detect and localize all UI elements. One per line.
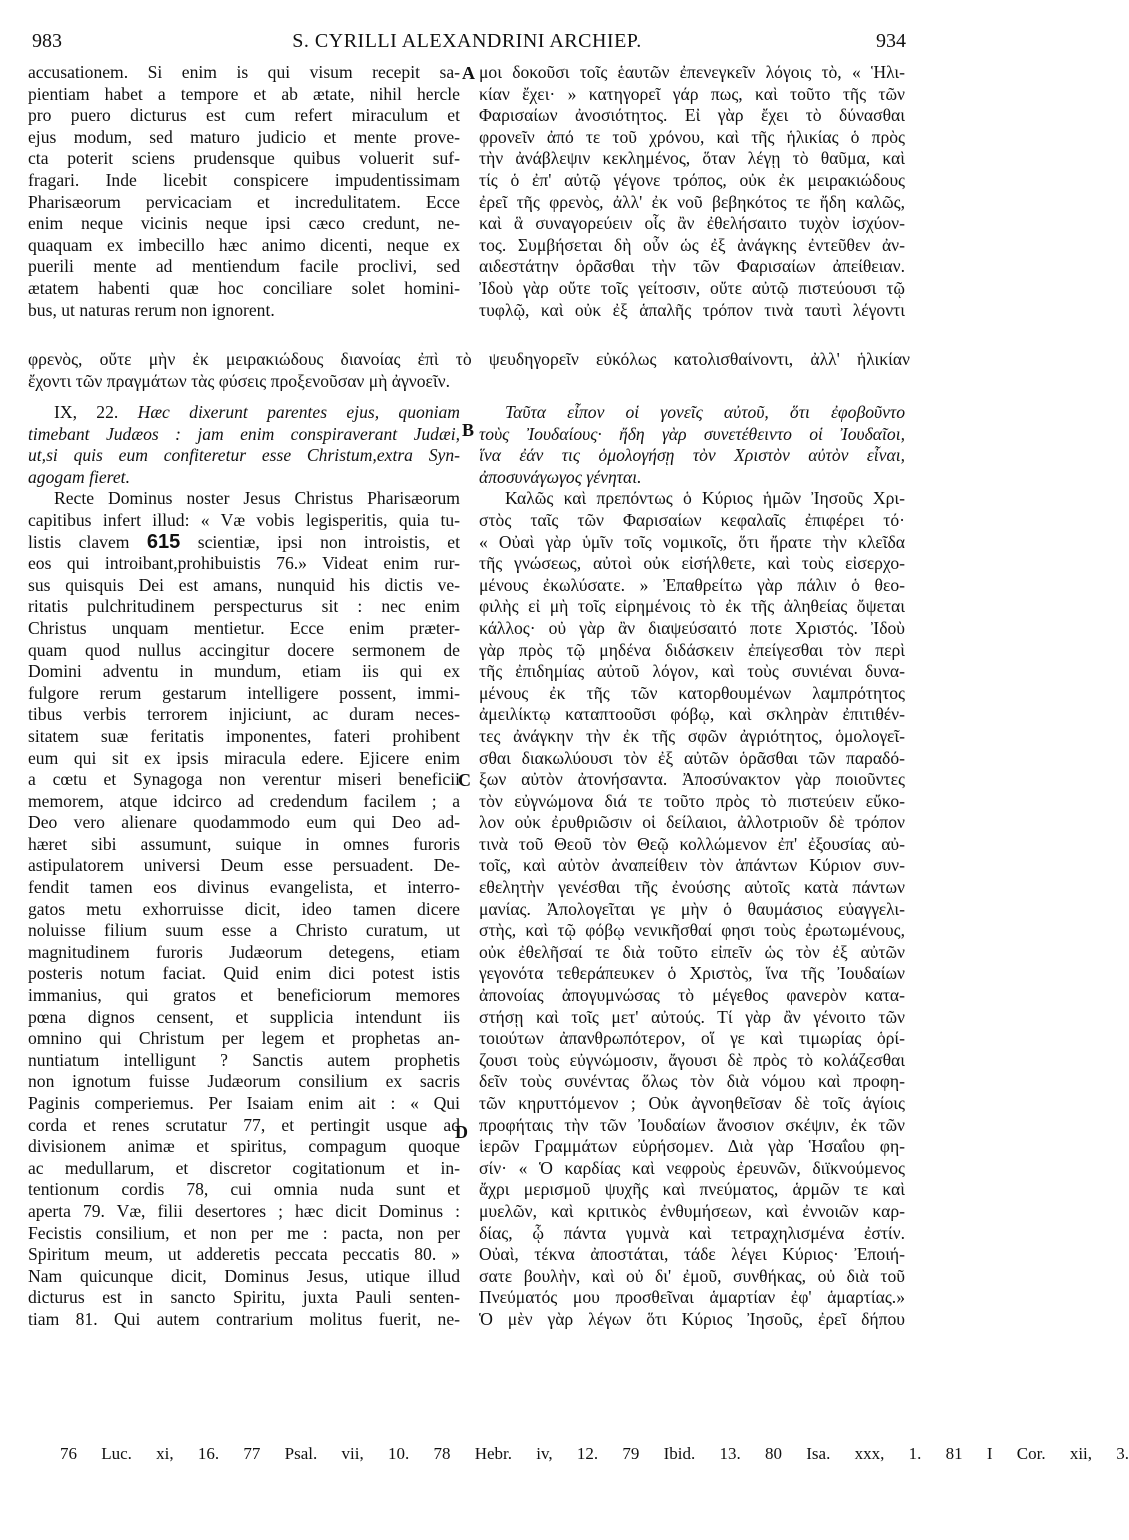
text-line: tiam 81. Qui autem contrarium molitus fuerit, ne- [28,1308,460,1329]
section-heading-line [28,402,460,424]
text-line: capitibus infert illud: « Væ vobis legisperitis, quia tu- [28,509,460,530]
text-line: δεῖν τοὺς συνέντας ὅλως τὸν διὰ νόμου καὶ προφη- [479,1071,905,1092]
text-line: στὸς ταῖς τῶν Φαρισαίων κεφαλαῖς ἐπιφέρει τό· [479,509,905,530]
text-line [28,1395,460,1417]
text-line: ἐρεῖ τῆς φρενὸς, ἀλλ' ἐκ νοῦ βεβηκότος τε ἤδη καλῶς, [479,191,905,212]
heading-line: ἀποσυνάγωγος γένηται. [479,466,642,487]
heading-line: ἵνα ἐάν τις ὁμολογήσῃ τὸν Χριστὸν αὐτὸν εἶναι, [479,445,905,466]
text-line: quaquam ex imbecillo hæc animo dicenti, neque ex [28,234,460,255]
latin-column-main [28,402,460,1439]
text-line: puerili mente ad mentiendum facile proclivi, sed [28,256,460,277]
footnote: 77 Psal. vii, 10. [243,1444,410,1463]
text-line: ἀμειλίκτῳ καταπτοοῦσι φόβῳ, καὶ σκληρὰν ἐπιτιθέν- [479,704,905,725]
text-line: προφήταις τὴν τῶν Ἰουδαίων ἄνοσιον σκέψιν, ἐκ τῶν [479,1114,905,1135]
text-line: ἔχοντι τῶν πραγμάτων τὰς φύσεις προξενοῦσαν μὴ ἀγνοεῖν. [28,370,451,391]
heading-text: Hæc dixerunt parentes ejus, quoniam [137,402,461,422]
margin-letter-a: A [462,63,475,83]
text-line: Καλῶς καὶ πρεπόντως ὁ Κύριος ἡμῶν Ἰησοῦς Χρι- [505,488,905,509]
text-line: pientiam habet a tempore et ab ætate, nihil hercle [28,83,460,104]
text-line: φρονεῖν ἀπό τε τοῦ χρόνου, καὶ τῆς ἡλικίας ὁ πρὸς [479,126,905,147]
running-title: S. CYRILLI ALEXANDRINI ARCHIEP. [292,30,642,52]
text-line: divisionem animæ et spiritus, compagum quoque [28,1136,460,1157]
text-line: καὶ ἃ συναγορεύειν οἷς ἂν ἐθελήσαιτο τυχὸν ἰσχύον- [479,213,905,234]
text-line: Ὁ μὲν γὰρ λέγων ὅτι Κύριος Ἰησοῦς, ἐρεῖ δήπου [479,1308,905,1329]
text-line: aperta 79. Væ, filii desertores ; hæc dicit Dominus : [28,1200,460,1221]
text-line: ac medullarum, et discretor cogitationum et in- [28,1157,460,1178]
text-line: τες ἀνάγκην τὴν ἐκ τῆς σφῶν ἀγριότητος, ὁμολογεῖ- [479,725,905,746]
text-line: κίαν ἔχει· » κατηγορεῖ γάρ πως, καὶ τοῦτο τῆς τῶν [479,83,905,104]
text-line: οὐκ ἐθελῆσαί τε διὰ τοῦτο εἰπεῖν ὡς τὸν ἐξ αὐτῶν [479,941,905,962]
latin-column-top [28,62,460,321]
text-line [28,1374,460,1396]
footnote: 80 Isa. xxx, 1. [765,1444,922,1463]
margin-letter-d: D [455,1122,468,1142]
text-line: μοι δοκοῦσι τοῖς ἑαυτῶν ἐπενεγκεῖν λόγοις τὸ, « Ἡλι- [479,62,905,82]
text-line: τῆς γνώσεως, αὐτοὶ οὐκ εἰσήλθετε, καὶ τοὺς εἰσερχο- [479,553,905,574]
text-line: τῶν κηρυττόμενον ; Οὐκ ἀγνοηθεῖσαν δὲ τοῖς ἁγίοις [479,1093,905,1113]
text-line: omnino qui Christum per legem et prophetas an- [28,1028,460,1049]
text-line: fendit tamen eos divinus evangelista, et interro- [28,877,460,898]
text-line: a cœtu et Synagoga non verentur miseri beneficii [28,769,460,790]
text-line: fulgore rerum gestarum intelligere possent, immi- [28,682,460,703]
text-line: Domini adventu in mundum, etiam iis qui ex [28,661,460,682]
heading-line: timebant Judæos : jam enim conspiraverant Judæi, [28,423,460,444]
text-line: ζουσι τοὺς εὐγνώμοσιν, ἄγουσι δὲ πρὸς τὸ κολάζεσθαι [479,1049,905,1070]
text-line: ritatis pulchritudinem perspecturus sit : nec enim [28,596,460,617]
heading-line: Ταῦτα εἶπον οἱ γονεῖς αὐτοῦ, ὅτι ἐφοβοῦντο [505,402,905,422]
text-line: « Οὐαὶ γὰρ ὑμῖν τοῖς νομικοῖς, ὅτι ἤρατε τὴν κλεῖδα [479,531,905,552]
text-line: σθαι διακωλύουσι τὸν ἐξ αὐτῶν ὁρᾶσθαι τῶν παραδό- [479,747,905,768]
heading-line: agogam fieret. [28,466,130,487]
text-line: corda et renes scrutatur 77, et pertingit usque ad [28,1114,460,1135]
margin-letter-c: C [458,770,471,790]
text-line: Recte Dominus noster Jesus Christus Pharisæorum [54,488,460,509]
text-line: Deo vero alienare quodammodo eum qui Deo ad- [28,812,460,833]
text-line: μυελῶν, καὶ κριτικὸς ἐνθυμήσεων, καὶ ἐννοιῶν καρ- [479,1200,905,1221]
text-line: nuntiatum intelligunt ? Sanctis autem prophetis [28,1049,460,1070]
text-line: bus, ut naturas rerum non ignorent. [28,299,275,320]
text-line: φρενὸς, οὔτε μὴν ἐκ μειρακιώδους διανοίας ἐπὶ τὸ ψευδηγορεῖν εὐκόλως κατολισθαίνοντι, ἀλλ' ἡλικίαν [28,349,910,369]
text-line: eos qui introibant,prohibuistis 76.» Videat enim rur- [28,553,460,574]
text-line: σατε βουλὴν, καὶ οὐ δι' ἐμοῦ, συνθήκας, οὐ διὰ τοῦ [479,1265,905,1286]
footnote: 81 I Cor. xii, 3. [945,1444,1129,1463]
text-line: ἀπονοίας ἀπογυμνώσας τὸ μέγεθος φανερὸν κατα- [479,985,905,1006]
text-line: τυφλῷ, καὶ οὐκ ἐξ ἁπαλῆς τρόπον τινὰ ταυτὶ λέγοντι [479,299,905,320]
section-number: IX, 22. [54,402,119,422]
footnote: 78 Hebr. iv, 12. [433,1444,599,1463]
text-line: Πνεύματός μου προσθεῖναι ἁμαρτίαν ἐφ' ἁμαρτίας.» [479,1287,905,1308]
text-line: εθελητὴν γενέσθαι τῆς ἐνούσης αὐτοῖς κατὰ πάντων [479,877,905,898]
text-line: Fecistis consilium, et non per me : pacta, non per [28,1222,460,1243]
text-line: fragari. Inde licebit conspicere impudentissimam [28,169,460,190]
page-header [0,30,934,60]
text-line: σίν· « Ὁ καρδίας καὶ νεφροὺς ἐρευνῶν, διϊκνούμενος [479,1157,905,1178]
text-line: μένους ἐκ τῆς τῶν κατορθουμένων λαμπρότητος [479,682,905,703]
text-line: τὸν εὐγνώμονα διά τε τοῦτο πρὸς τὸ πιστεύειν εὔκο- [479,790,905,811]
footnote: 79 Ibid. 13. [622,1444,741,1463]
text-line: γεγονότα τεθεράπευκεν ὁ Χριστὸς, ἵνα τῆς Ἰουδαίων [479,963,905,984]
text-line: enim neque vicinis neque ipsi cæco credunt, ne- [28,213,460,234]
text-line: gatos metu exhorruisse dicit, ideo tamen dicere [28,898,460,919]
text-line: ætatem habenti quæ hoc conciliare solet homini- [28,277,460,298]
text-line: κάλλος· οὐ γὰρ ἂν διαψεύσαιτό ποτε Χριστός. Ἰδοὺ [479,617,905,638]
text-line: Christus unquam mentietur. Ecce enim præter- [28,617,460,638]
text-line: quam quod nullus accingitur docere sermonem de [28,639,460,660]
text-line: ἄχρι μερισμοῦ ψυχῆς καὶ πνεύματος, ἁρμῶν τε καὶ [479,1179,905,1200]
text-line [28,1331,460,1353]
text-line: γὰρ πρὸς τῷ μηδένα διδάσκειν ἐπείγεσθαι τὸν περὶ [479,639,905,660]
footnotes [60,1444,1129,1464]
text-line: ἱερῶν Γραμμάτων εὑρήσομεν. Διὰ γὰρ Ἡσαΐου φη- [479,1136,905,1157]
text-line: noluisse filium suum esse a Christo curatum, ut [28,920,460,941]
text-line [28,1417,460,1439]
heading-line: τοὺς Ἰουδαίους· ἤδη γὰρ συνετέθειντο οἱ Ἰουδαῖοι, [479,423,905,444]
text-line [28,1352,460,1374]
text-line: τῆς ἐπιδημίας αὐτοῦ λόγον, καὶ τοὺς συνιέναι δυνα- [479,661,905,682]
text-line: tibus verbis terrorem injiciunt, ac duram neces- [28,704,460,725]
greek-column-top [479,62,905,321]
text-line: ejus modum, sed maturo judicio et mente prove- [28,126,460,147]
text-line: posteris notum faciat. Quid enim dici potest istis [28,963,460,984]
text-line: Spiritum meum, ut adderetis peccata peccatis 80. » [28,1244,460,1265]
text-line: astipulatorem universi Deum esse persuadent. De- [28,855,460,876]
text-line: immanius, qui gratos et beneficiorum memores [28,985,460,1006]
text-line: memorem, atque idcirco ad credendum facilem ; a [28,790,460,811]
text-line: αιδεστάτην ὁρᾶσθαι τὴν τῶν Φαρισαίων ἀπείθειαν. [479,256,905,277]
text-line: στήσῃ καὶ τοῖς μετ' αὐτούς. Τί γὰρ ἂν γένοιτο τῶν [479,1006,905,1027]
text-line: τινὰ τοῦ Θεοῦ τὸν Θεῷ κολλώμενον ἐπ' ἐξουσίας αὐ- [479,833,905,854]
text-line: accusationem. Si enim is qui visum recepit sa- [28,62,460,82]
text-line: μένους ἐκωλύσατε. » Ἐπαθρείτω γὰρ πάλιν ὁ θεο- [479,574,905,595]
text-line: sus quisquis Dei est amans, nunquid his dictis ve- [28,574,460,595]
text-line: τὴν ἀνάβλεψιν κεκλημένος, ὅταν λέγῃ τὸ θαῦμα, καὶ [479,148,905,169]
text-line: Nam quicunque dicit, Dominus Jesus, utique illud [28,1265,460,1286]
text-line: Pharisæorum pervicaciam et incredulitatem. Ecce [28,191,460,212]
greek-column-main [479,402,905,1331]
text-line: Paginis comperiemus. Per Isaiam enim ait : « Qui [28,1093,460,1113]
text-line: Ἰδοὺ γὰρ οὔτε τοῖς γείτοσιν, οὔτε αὐτῷ πιστεύουσι τῷ [479,277,905,298]
page-number-left: 983 [32,30,62,52]
text-line: eum qui sit ex ipsis miracula edere. Ejicere enim [28,747,460,768]
text-line: hæret sibi assumunt, suique in omnes furoris [28,833,460,854]
footnote: 76 Luc. xi, 16. [60,1444,220,1463]
text-line: Φαρισαίων ἀνοσιότητος. Εἰ γὰρ ἔχει τὸ δύνασθαι [479,105,905,126]
text-line: λον οὐκ ἐρυθριῶσιν οἱ δείλαιοι, ἀλλοτριοῦν δὲ τρόπον [479,812,905,833]
text-line: sitatem suæ feritatis imponentes, fateri prohibent [28,725,460,746]
text-line: magnitudinem furoris Judæorum detegens, etiam [28,941,460,962]
text-line: cta poterit sciens prudensque quibus voluerit suf- [28,148,460,169]
margin-letter-b: B [462,420,475,440]
text-line: τίς ὁ ἐπ' αὐτῷ γέγονε τρόπος, οὐκ ἐκ μειρακιώδους [479,169,905,190]
text-line: τοῖς, καὶ αὐτὸν ἀναπείθειν τὸν ἁπάντων Κύριον συν- [479,855,905,876]
edition-page-number: 615 [146,530,181,553]
text-line: δίας, ᾧ πάντα γυμνὰ καὶ τετραχηλισμένα ἐστίν. [479,1222,905,1243]
heading-line: ut,si quis eum confiteretur esse Christum,extra Syn- [28,445,460,466]
text-line: dicturus est in sancto Spiritu, juxta Pauli senten- [28,1287,460,1308]
text-line: μανίας. Ἀπολογεῖται γε μὴν ὁ θαυμάσιος εὐαγγελι- [479,898,905,919]
text-line: pro puero dicturus est cum refert miraculum et [28,105,460,126]
text-line: tentionum cordis 78, cui omnia nuda sunt et [28,1179,460,1200]
text-line: non ignotum fuisse Judæorum consilium ex sacris [28,1071,460,1092]
text-line: ξων αὐτὸν ἀτονήσαντα. Ἀποσύνακτον γὰρ ποιοῦντες [479,769,905,790]
text-line: τοιούτων ἀπανθρωπότερον, οἵ γε καὶ τιμωρίας ὁρί- [479,1028,905,1049]
text-line: στὴς, καὶ τῷ φόβῳ νενικῆσθαί φησι τοὺς ἐρωτωμένους, [479,920,905,941]
text-line: pœna dignos censent, et supplicia intendunt iis [28,1006,460,1027]
text-line: Οὐαὶ, τέκνα ἀποστάται, τάδε λέγει Κύριος· Ἐποιή- [479,1244,905,1265]
page-marker-line: listis clavem 615 scientiæ, ipsi non introistis, et [28,530,460,553]
text-line: τος. Συμβήσεται δὴ οὖν ὡς ἐξ ἀνάγκης ἐντεῦθεν ἀν- [479,234,905,255]
page-number-right: 934 [876,30,906,52]
full-width-greek [28,349,910,392]
text-line: φιλὴς εἰ μὴ τοῖς εἰρημένοις τὸ ἐκ τῆς ἀληθείας ὄψεται [479,596,905,617]
